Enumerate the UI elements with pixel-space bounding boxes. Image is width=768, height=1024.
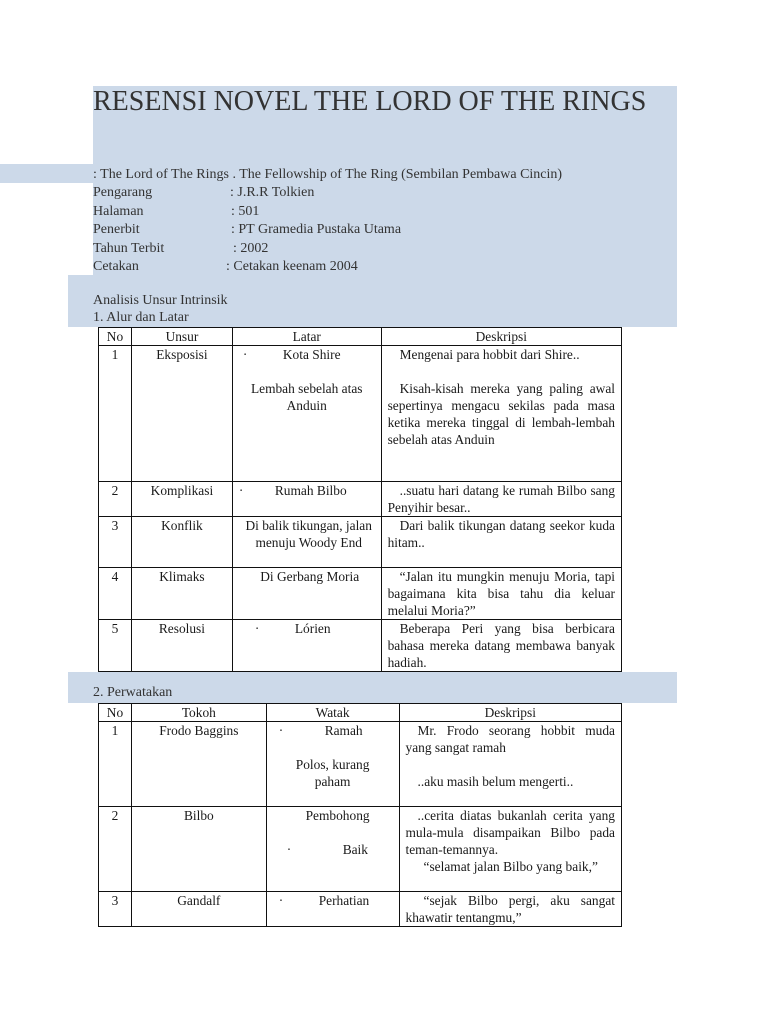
analysis-heading: Analisis Unsur Intrinsik [93,293,228,308]
meta-row-cetakan [93,258,673,277]
cell-latar: · Lórien [232,620,381,672]
cell-deskripsi: Mengenai para hobbit dari Shire.. Kisah-kisah mereka yang paling awal sepertinya mengacu sekilas pada masa ketika mereka tinggal di lembah-lembah sebelah atas Anduin [381,346,621,482]
section1-heading: 1. Alur dan Latar [93,310,189,325]
table-header-row [99,704,622,722]
cell-no: 4 [99,568,132,620]
meta-value: : J.R.R Tolkien [230,185,315,200]
cell-unsur: Resolusi [131,620,232,672]
meta-value: : 2002 [233,241,269,256]
meta-label: Cetakan [93,259,139,274]
cell-watak: Pembohong · Baik [266,807,399,892]
header-deskripsi: Deskripsi [399,704,621,722]
meta-label: Tahun Terbit [93,241,165,256]
meta-label: Halaman [93,204,144,219]
bullet: · [238,483,244,498]
meta-row-tahun-terbit [93,240,673,259]
cell-unsur: Konflik [131,517,232,568]
cell-unsur: Eksposisi [131,346,232,482]
table-row [99,892,622,927]
meta-value: : Cetakan keenam 2004 [226,259,358,274]
cell-tokoh: Bilbo [131,807,266,892]
cell-unsur: Klimaks [131,568,232,620]
table-row [99,517,622,568]
cell-latar: · Kota Shire Lembah sebelah atas Anduin [232,346,381,482]
bullet: · [286,842,292,857]
table-row [99,346,622,482]
bullet: · [242,347,248,362]
meta-value: : 501 [231,204,260,219]
meta-row-halaman [93,203,673,222]
header-watak: Watak [266,704,399,722]
cell-deskripsi: Dari balik tikungan datang seekor kuda hitam.. [381,517,621,568]
meta-label: Pengarang [93,185,153,200]
cell-deskripsi: Mr. Frodo seorang hobbit muda yang sangat ramah ..aku masih belum mengerti.. [399,722,621,807]
meta-row-pengarang [93,184,673,203]
meta-row-penerbit [93,221,673,240]
header-unsur: Unsur [131,328,232,346]
table-row [99,568,622,620]
cell-no: 2 [99,807,132,892]
cell-watak: · Ramah Polos, kurang paham [266,722,399,807]
cell-deskripsi: “sejak Bilbo pergi, aku sangat khawatir tentangmu,” [399,892,621,927]
table-row [99,722,622,807]
table-row [99,620,622,672]
cell-latar: Di Gerbang Moria [232,568,381,620]
cell-no: 1 [99,346,132,482]
cell-no: 3 [99,892,132,927]
bullet: · [254,621,260,636]
table-row [99,807,622,892]
cell-deskripsi: “Jalan itu mungkin menuju Moria, tapi bagaimana kita bisa tahu dia keluar melalui Moria?” [381,568,621,620]
table-row [99,482,622,517]
header-no: No [99,704,132,722]
cell-latar: · Rumah Bilbo [232,482,381,517]
cell-unsur: Komplikasi [131,482,232,517]
cell-watak: · Perhatian [266,892,399,927]
header-latar: Latar [232,328,381,346]
bullet: · [278,893,284,908]
page-title: RESENSI NOVEL THE LORD OF THE RINGS [93,86,647,117]
cell-deskripsi: Beberapa Peri yang bisa berbicara bahasa mereka datang membawa banyak hadiah. [381,620,621,672]
book-subtitle: : The Lord of The Rings . The Fellowship of The Ring (Sembilan Pembawa Cincin) [93,167,563,182]
perwatakan-table [98,703,622,927]
cell-no: 3 [99,517,132,568]
table-header-row [99,328,622,346]
cell-deskripsi: ..suatu hari datang ke rumah Bilbo sang Penyihir besar.. [381,482,621,517]
meta-label: Penerbit [93,222,140,237]
cell-tokoh: Gandalf [131,892,266,927]
header-deskripsi: Deskripsi [381,328,621,346]
cell-tokoh: Frodo Baggins [131,722,266,807]
cell-no: 5 [99,620,132,672]
alur-latar-table [98,327,622,672]
bullet: · [278,723,284,738]
cell-no: 2 [99,482,132,517]
cell-deskripsi: ..cerita diatas bukanlah cerita yang mula-mula disampaikan Bilbo pada teman-temannya. “selamat jalan Bilbo yang baik,” [399,807,621,892]
cell-latar: Di balik tikungan, jalan menuju Woody End [232,517,381,568]
section2-heading: 2. Perwatakan [93,685,173,700]
header-tokoh: Tokoh [131,704,266,722]
cell-no: 1 [99,722,132,807]
meta-value: : PT Gramedia Pustaka Utama [231,222,402,237]
header-no: No [99,328,132,346]
